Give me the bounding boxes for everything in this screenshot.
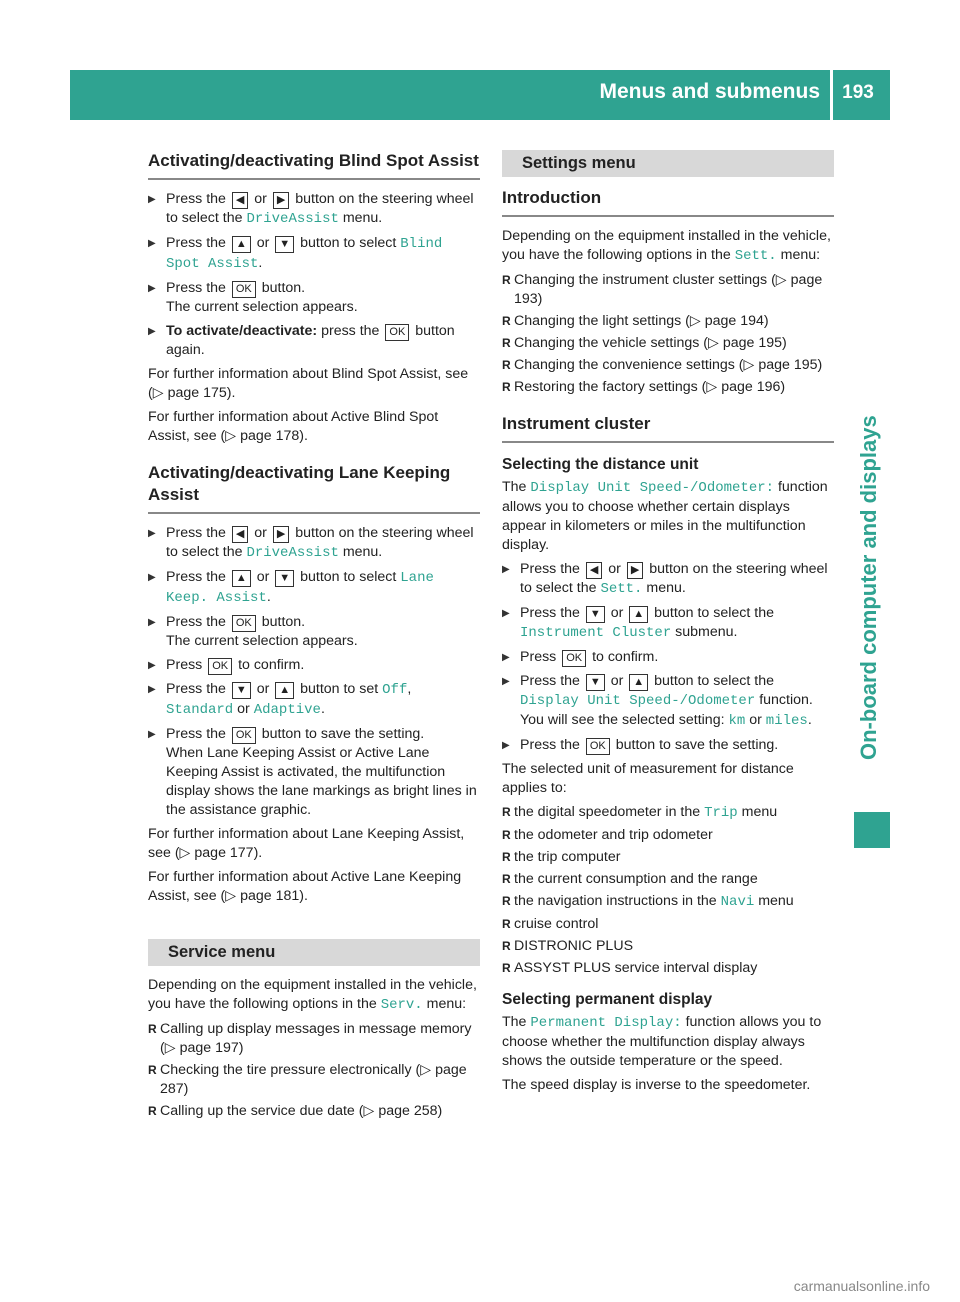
list-item: R Restoring the factory settings (▷ page 196) [502, 378, 834, 397]
list-item: R Changing the vehicle settings (▷ page 195) [502, 334, 834, 353]
service-menu-heading: Service menu [148, 939, 480, 966]
list-item: R Calling up display messages in message memory (▷ page 197) [148, 1020, 480, 1058]
list-item: R Changing the convenience settings (▷ page 195) [502, 356, 834, 375]
step: ▶ Press the OK button to save the setting. When Lane Keeping Assist or Active Lane Keeping Assist is activated, the multifunction display shows the lane markings as bright lines in the assistance graphic. [148, 725, 480, 820]
applies-text: The selected unit of measurement for distance applies to: [502, 761, 794, 796]
service-intro: Depending on the equipment installed in the vehicle, you have the following options in the Serv. menu: [148, 977, 477, 1013]
distance-intro: The Display Unit Speed-/Odometer: function allows you to choose whether certain displays appear in kilometers or miles in the multifunction display. [502, 479, 828, 553]
step: ▶ Press OK to confirm. [502, 648, 834, 667]
list-item: R the navigation instructions in the Navi menu [502, 892, 834, 912]
side-tab-marker [854, 812, 890, 848]
blind-spot-more-1: For further information about Blind Spot Assist, see (▷ page 175). [148, 366, 469, 401]
list-item: R the trip computer [502, 848, 834, 867]
step: ▶ Press the ◀ or ▶ button on the steering wheel to select the Sett. menu. [502, 560, 834, 599]
section-title: Menus and submenus [599, 80, 820, 103]
step: ▶ Press the ◀ or ▶ button on the steering wheel to select the DriveAssist menu. [148, 524, 480, 563]
blind-spot-heading: Activating/deactivating Blind Spot Assist [148, 150, 480, 180]
introduction-heading: Introduction [502, 187, 834, 217]
lane-keeping-more-1: For further information about Lane Keeping Assist, see (▷ page 177). [148, 826, 465, 861]
list-item: R Changing the light settings (▷ page 194) [502, 312, 834, 331]
page-number: 193 [842, 82, 874, 103]
step: ▶ Press the ▲ or ▼ button to select Lane Keep. Assist. [148, 568, 480, 608]
step: ▶ Press the OK button to save the setting. [502, 736, 834, 755]
distance-unit-heading: Selecting the distance unit [502, 456, 699, 473]
settings-intro: Depending on the equipment installed in the vehicle, you have the following options in the Sett. menu: [502, 228, 831, 264]
step: ▶ Press the ▼ or ▲ button to select the Display Unit Speed-/Odometer function. You will see the selected setting: km or miles. [502, 672, 834, 731]
list-item: R the odometer and trip odometer [502, 826, 834, 845]
permanent-display-heading: Selecting permanent display [502, 991, 713, 1008]
page-header [70, 70, 890, 120]
list-item: R the current consumption and the range [502, 870, 834, 889]
step: ▶ Press the OK button. The current selection appears. [148, 279, 480, 317]
permanent-display-text: The Permanent Display: function allows you to choose whether the multifunction display always shows the outside temperature or the speed. [502, 1014, 822, 1069]
list-item: R DISTRONIC PLUS [502, 937, 834, 956]
instrument-cluster-heading: Instrument cluster [502, 413, 834, 443]
blind-spot-more-2: For further information about Active Blind Spot Assist, see (▷ page 178). [148, 409, 439, 444]
step: ▶ Press the ▼ or ▲ button to select the Instrument Cluster submenu. [502, 604, 834, 643]
list-item: R Changing the instrument cluster settings (▷ page 193) [502, 271, 834, 309]
step: ▶ Press the ◀ or ▶ button on the steering wheel to select the DriveAssist menu. [148, 190, 480, 229]
side-tab-label: On-board computer and displays [856, 415, 881, 760]
watermark: carmanualsonline.info [793, 1278, 930, 1294]
list-item: R ASSYST PLUS service interval display [502, 959, 834, 978]
step: ▶ Press OK to confirm. [148, 656, 480, 675]
step: ▶ To activate/deactivate: press the OK button again. [148, 322, 480, 360]
step: ▶ Press the ▲ or ▼ button to select Blind Spot Assist. [148, 234, 480, 274]
lane-keeping-more-2: For further information about Active Lane Keeping Assist, see (▷ page 181). [148, 869, 462, 904]
list-item: R cruise control [502, 915, 834, 934]
settings-menu-heading: Settings menu [502, 150, 834, 177]
list-item: R Checking the tire pressure electronically (▷ page 287) [148, 1061, 480, 1099]
left-column [148, 150, 480, 1124]
list-item: R Calling up the service due date (▷ page 258) [148, 1102, 480, 1121]
inverse-note: The speed display is inverse to the speedometer. [502, 1077, 811, 1093]
list-item: R the digital speedometer in the Trip menu [502, 803, 834, 823]
step: ▶ Press the ▼ or ▲ button to set Off, Standard or Adaptive. [148, 680, 480, 720]
right-column [502, 150, 834, 1100]
step: ▶ Press the OK button. The current selection appears. [148, 613, 480, 651]
lane-keeping-heading: Activating/deactivating Lane Keeping Assist [148, 462, 480, 514]
